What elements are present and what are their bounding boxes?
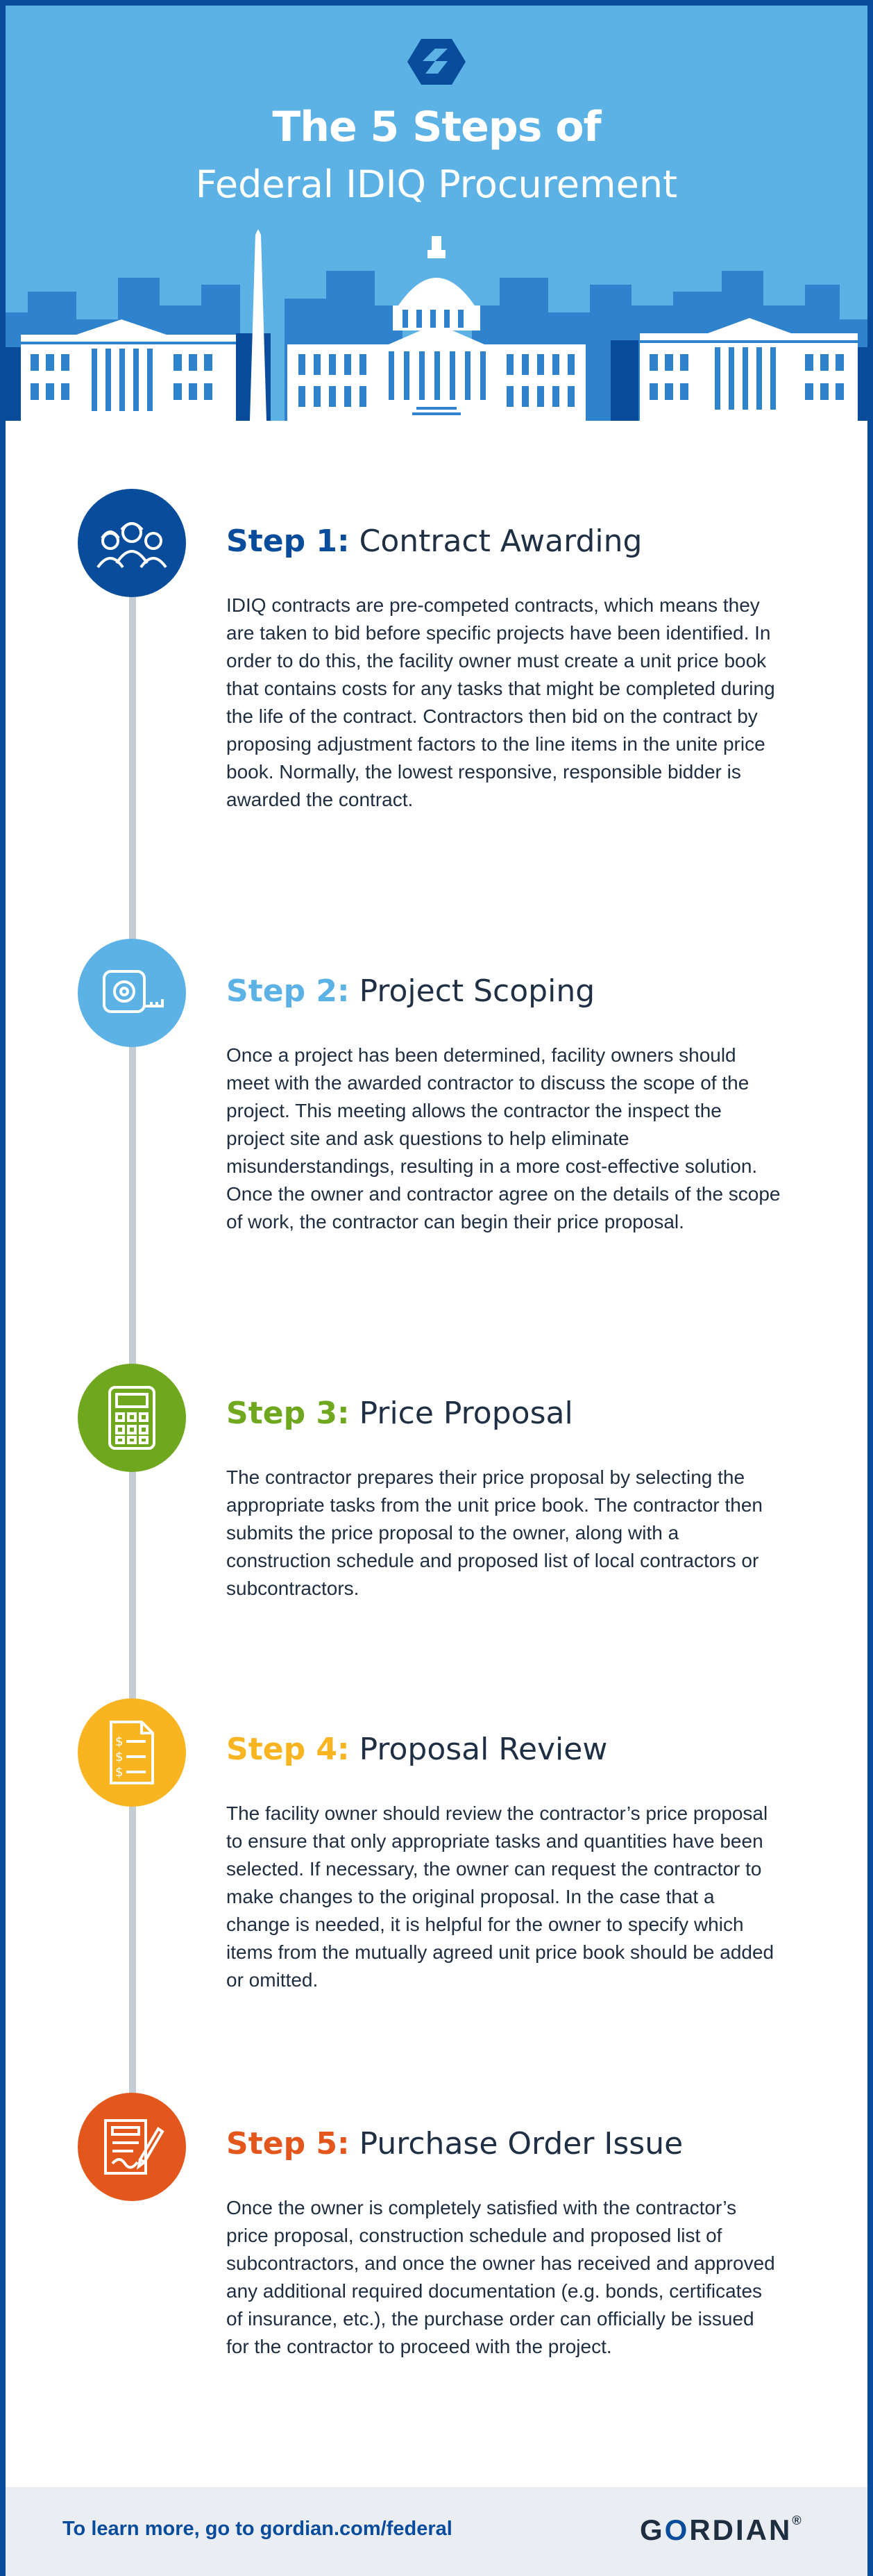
step-3-title: Price Proposal <box>359 1396 573 1431</box>
step-3-number: Step 3: <box>226 1396 350 1431</box>
svg-text:$: $ <box>115 1750 124 1764</box>
step-1-number: Step 1: <box>226 524 350 559</box>
page-title: The 5 Steps of <box>272 103 601 151</box>
step-2-body: Once a project has been determined, facility owners should meet with the awarded contractor to discuss the scope of the project. This meeting allows the contractor the inspect the project site and ask questions to help eliminate misunderstandings, resulting in a more cost-effective solution. Once the owner and contractor agree on the details of the scope of work, the contractor can begin their price proposal. <box>226 1044 781 1232</box>
step-2-number: Step 2: <box>226 973 350 1009</box>
step-4-body: The facility owner should review the contractor’s price proposal to ensure that only appropriate tasks and quantities have been selected. If necessary, the owner can request the contractor to make changes to the original proposal. In the case that a change is needed, it is helpful for the owner to specify which items from the mutually agreed unit price book should be added or omitted. <box>226 1803 774 1991</box>
wordmark-g: G <box>640 2514 665 2546</box>
step-1-body: IDIQ contracts are pre-competed contracts, which means they are taken to bid before specific projects have been identified. In order to do this, the facility owner must create a unit price book that contains costs for any tasks that might be completed during the life of the contract. Contractors then bid on the contract by proposing adjustment factors to the line items in the unite price book. Normally, the lowest responsive, responsible bidder is awarded the contract. <box>226 594 775 810</box>
page-subtitle: Federal IDIQ Procurement <box>195 162 678 206</box>
learn-more-link[interactable]: To learn more, go to gordian.com/federal <box>62 2518 452 2540</box>
wordmark-o: O <box>664 2514 690 2546</box>
wordmark-rest: RDIAN <box>689 2514 793 2546</box>
step-4-title: Proposal Review <box>359 1732 608 1767</box>
step-5-number: Step 5: <box>226 2126 350 2161</box>
svg-text:$: $ <box>115 1734 124 1749</box>
step-5-body: Once the owner is completely satisfied with the contractor’s price proposal, construction schedule and proposed list of subcontractors, and once the owner has received and approved any additional required documentation (e.g. bonds, certificates of insurance, etc.), the purchase order can officially be issued for the contractor to proceed with the project. <box>226 2197 775 2357</box>
step-2-title: Project Scoping <box>359 973 595 1009</box>
wordmark-registered: ® <box>792 2514 802 2527</box>
step-3-body: The contractor prepares their price proposal by selecting the appropriate tasks from the unit price book. The contractor then submits the price proposal to the owner, along with a construction schedule and proposed list of local contractors or subcontractors. <box>226 1466 763 1599</box>
svg-text:$: $ <box>115 1765 124 1780</box>
step-1-title: Contract Awarding <box>359 524 643 559</box>
step-5-title: Purchase Order Issue <box>359 2126 684 2161</box>
step-4-number: Step 4: <box>226 1732 350 1767</box>
